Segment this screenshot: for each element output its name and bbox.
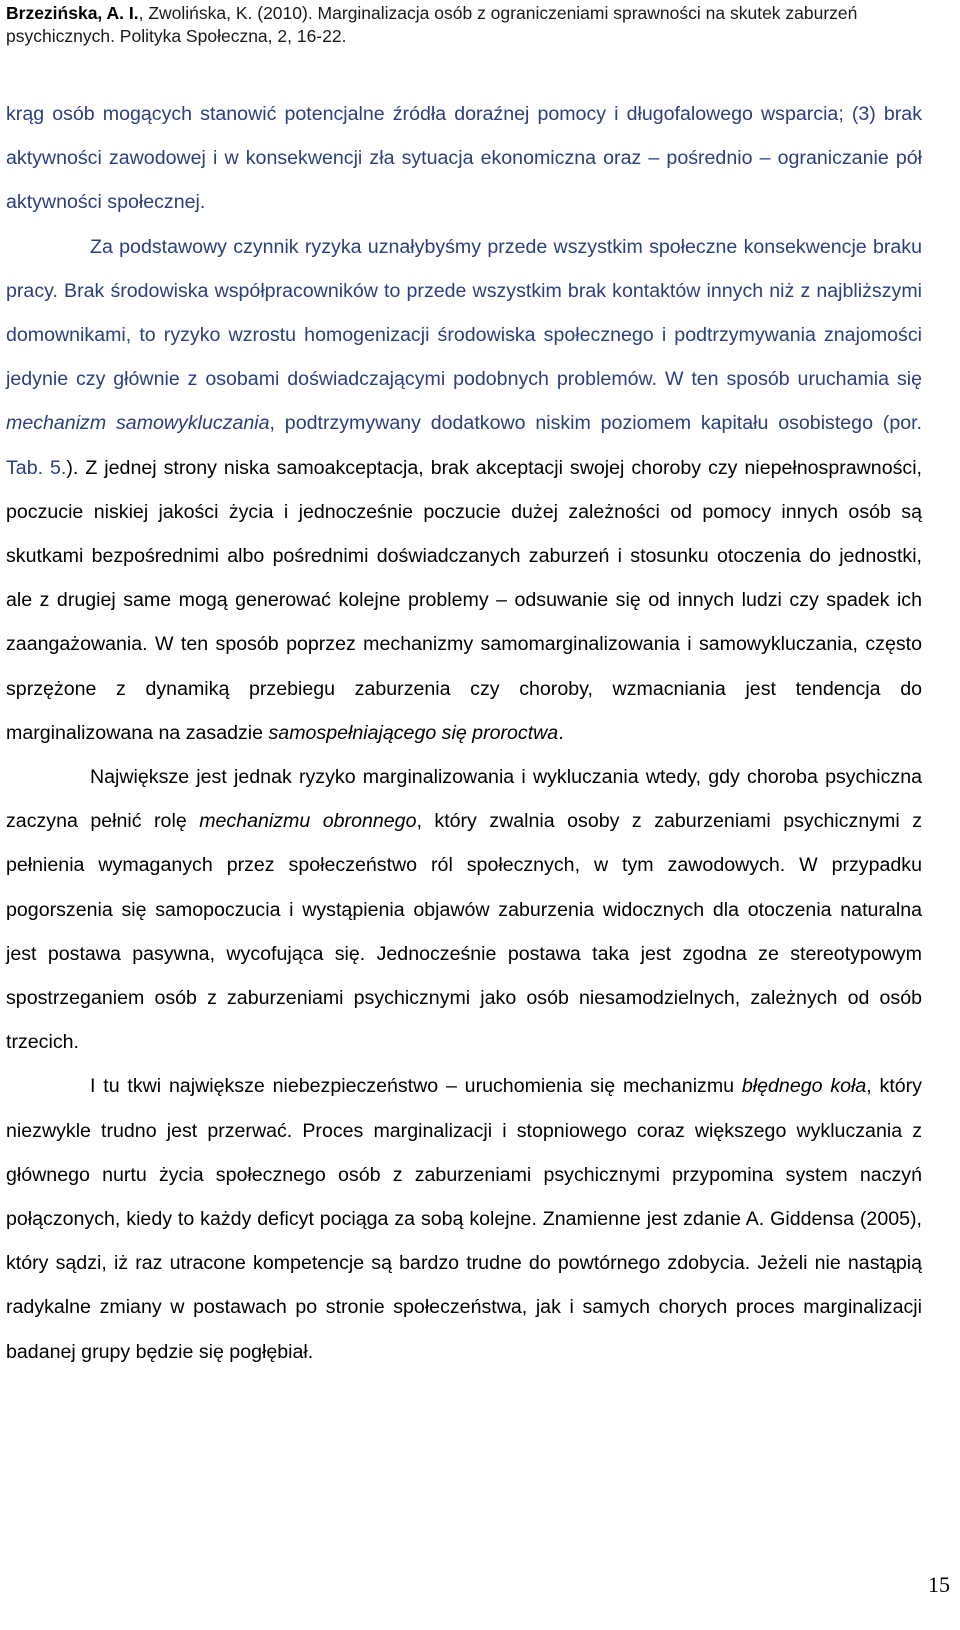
page-number: 15 — [928, 1572, 950, 1597]
paragraph-2-text-2: , podtrzymywany dodatkowo niskim poziomem kapitału osobistego (por. Tab. 5. — [6, 412, 922, 479]
term-mechanizmu-obronnego: mechanizmu obronnego — [199, 810, 417, 833]
citation-line-1 — [6, 2, 946, 25]
paragraph-2-text-1: Za podstawowy czynnik ryzyka uznałybyśmy przede wszystkim społeczne konsekwencje braku pracy. Brak środowiska współpracowników to przede wszystkim brak kontaktów innych niż z najbliższymi domownikami, to ryzyko wzrostu homogenizacji środowiska społecznego i podtrzymywania znajomości jedynie czy głównie z osobami doświadczającymi podobnych problemów. W ten sposób uruchamia się — [6, 235, 922, 391]
paragraph-2-text-4: . — [558, 721, 564, 744]
paragraph-4-text-1: I tu tkwi największe niebezpieczeństwo – uruchomienia się mechanizmu — [90, 1075, 742, 1098]
paragraph-1 — [6, 92, 922, 225]
document-body — [6, 92, 922, 1374]
citation-authors: Brzezińska, A. I. — [6, 3, 139, 23]
paragraph-4-text-2: , który niezwykle trudno jest przerwać. Proces marginalizacji i stopniowego coraz większego wykluczania z głównego nurtu życia społecznego osób z zaburzeniami psychicznymi przypomina system naczyń połączonych, kiedy to każdy deficyt pociąga za sobą kolejne. Znamienne jest zdanie A. Giddensa (2005), który sądzi, iż raz utracone kompetencje są bardzo trudne do powtórnego zdobycia. Jeżeli nie nastąpią radykalne zmiany w postawach po stronie społeczeństwa, jak i samych chorych proces marginalizacji badanej grupy będzie się pogłębiał. — [6, 1075, 922, 1363]
paragraph-4 — [6, 1064, 922, 1373]
paragraph-2-text-3: ). Z jednej strony niska samoakceptacja, brak akceptacji swojej choroby czy niepełnosprawności, poczucie niskiej jakości życia i jednocześnie poczucie dużej zależności od pomocy innych osób są skutkami bezpośrednimi albo pośrednimi doświadczanych zaburzeń i stosunku otoczenia do jednostki, ale z drugiej same mogą generować kolejne problemy – odsuwanie się od innych ludzi czy spadek ich zaangażowania. W ten sposób poprzez mechanizmy samomarginalizowania i samowykluczania, często sprzężone z dynamiką przebiegu zaburzenia czy choroby, wzmacniania jest tendencja do marginalizowana na zasadzie — [6, 456, 922, 744]
citation-header — [6, 2, 946, 48]
paragraph-3 — [6, 755, 922, 1064]
term-mechanizm-samowykluczania: mechanizm samowykluczania — [6, 412, 270, 435]
citation-details: , Zwolińska, K. (2010). Marginalizacja osób z ograniczeniami sprawności na skutek zaburzeń — [138, 3, 858, 23]
term-samospelniajacego-proroctwa: samospełniającego się proroctwa — [268, 721, 559, 744]
paragraph-2 — [6, 225, 922, 755]
term-bledne-kolo: błędnego koła — [741, 1075, 867, 1098]
paragraph-3-text-2: , który zwalnia osoby z zaburzeniami psychicznymi z pełnienia wymaganych przez społeczeństwo ról społecznych, w tym zawodowych. W przypadku pogorszenia się samopoczucia i wystąpienia objawów zaburzenia widocznych dla otoczenia naturalna jest postawa pasywna, wycofująca się. Jednocześnie postawa taka jest zgodna ze stereotypowym spostrzeganiem osób z zaburzeniami psychicznymi jako osób niesamodzielnych, zależnych od osób trzecich. — [6, 810, 922, 1054]
paragraph-1-text: krąg osób mogących stanowić potencjalne źródła doraźnej pomocy i długofalowego wsparcia; (3) brak aktywności zawodowej i w konsekwencji zła sytuacja ekonomiczna oraz – pośrednio – ograniczanie pół aktywności społecznej. — [6, 103, 922, 214]
paragraph-3-text-1: Największe jest jednak ryzyko marginalizowania i wykluczania wtedy, gdy choroba psychiczna zaczyna pełnić rolę — [6, 766, 922, 833]
citation-line-2: psychicznych. Polityka Społeczna, 2, 16-22. — [6, 26, 347, 46]
